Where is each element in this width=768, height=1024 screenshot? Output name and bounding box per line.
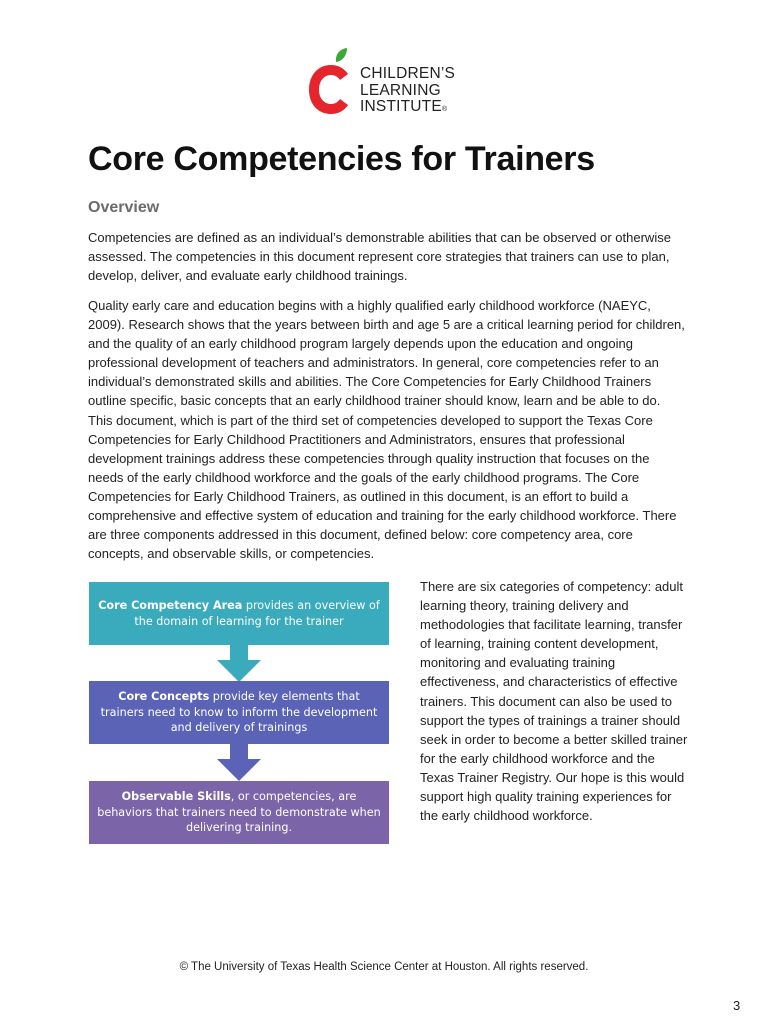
- box-3-bold-term: Observable Skills: [121, 790, 231, 804]
- logo-line-3: INSTITUTE: [360, 98, 442, 115]
- box-1-description: provides an overview of the domain of learning for the trainer: [134, 599, 380, 628]
- down-arrow-icon: [217, 744, 261, 781]
- diagram-box-observable-skills: [89, 781, 389, 844]
- box-1-bold-term: Core Competency Area: [98, 599, 243, 612]
- logo-line-2: LEARNING: [360, 81, 441, 99]
- apple-c-logo-icon: [304, 44, 360, 120]
- logo-line-1: CHILDREN’S: [360, 65, 456, 82]
- box-3-description: , or competencies, are behaviors that trainers need to demonstrate when delivering training.: [97, 790, 381, 835]
- diagram-box-core-concepts: [89, 681, 389, 744]
- paragraph-quality-early-care: Quality early care and education begins with a highly qualified early childhood workforce (NAEYC, 2009). Research shows that the years between birth and age 5 are a critical learning period for children, and the quality of an early childhood program largely depends upon the education and ongoing professional development of teachers and administrators. In general, core competencies refer to an individual’s demonstrated skills and abilities. The Core Competencies for Early Childhood Trainers outline specific, basic concepts that an early childhood trainer should know, learn and be able to do. This document, which is part of the third set of competencies developed to support the Texas Core Competencies for Early Childhood Practitioners and Administrators, ensures that professional development trainings address these competencies through quality instruction that focuses on the needs of the early childhood workforce and the goals of the early childhood programs. The Core Competencies for Early Childhood Trainers, as outlined in this document, is an effort to build a comprehensive and effective system of education and training for the early childhood workforce. There are three components addressed in this document, defined below: core competency area, core concepts, and observable skills, or competencies.: [88, 298, 685, 562]
- paragraph-six-categories: There are six categories of competency: adult learning theory, training delivery and methodologies that facilitate learning, transfer of learning, training content development, monitoring and evaluating training effectiveness, and characteristics of effective trainers. This document can also be used to support the types of trainings a trainer should seek in order to become a better skilled trainer for the early childhood workforce and the Texas Trainer Registry. Our hope is this would support high quality training experiences for the early childhood workforce.: [420, 579, 688, 824]
- logo-registered-mark: ®: [441, 106, 448, 113]
- down-arrow-icon: [217, 645, 261, 682]
- diagram-box-core-competency-area: [89, 582, 389, 645]
- section-heading-overview: Overview: [88, 199, 160, 216]
- paragraph-competencies-definition: Competencies are defined as an individual’s demonstrable abilities that can be observed or otherwise assessed. The competencies in this document represent core strategies that trainers can use to plan, develop, deliver, and evaluate early childhood trainings.: [88, 230, 671, 284]
- childrens-learning-institute-logo: [304, 44, 474, 120]
- box-2-description: provide key elements that trainers need to know to inform the development and delivery of trainings: [100, 690, 378, 735]
- box-2-bold-term: Core Concepts: [118, 690, 210, 704]
- page-title: Core Competencies for Trainers: [88, 140, 595, 178]
- copyright-footer: © The University of Texas Health Science Center at Houston. All rights reserved.: [179, 961, 589, 973]
- logo-wordmark: [360, 66, 455, 119]
- page-number: 3: [733, 998, 741, 1013]
